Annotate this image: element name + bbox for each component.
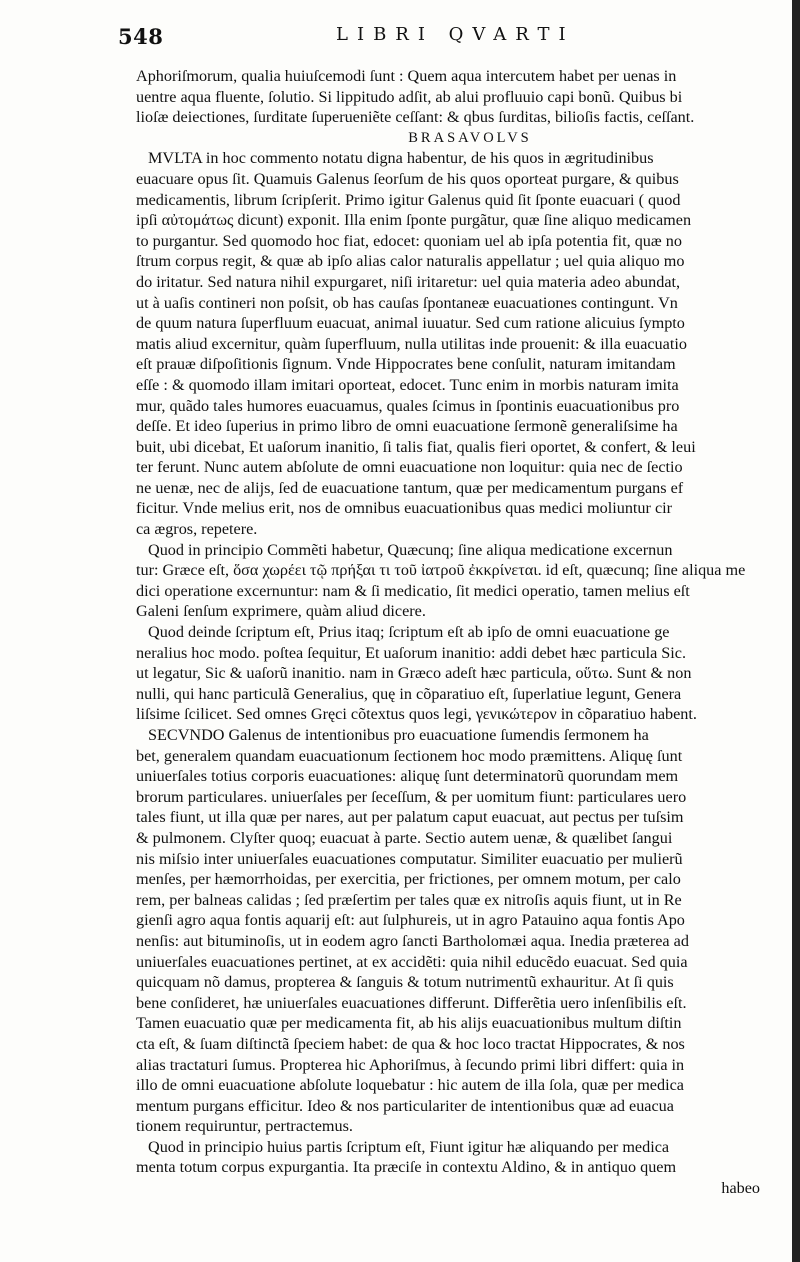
text-line: Galeni ſenſum exprimere, quàm aliud dicere. — [136, 602, 426, 621]
text-line: to purgantur. Sed quomodo hoc fiat, edocet: quoniam uel ab ipſa potentia fit, quæ no — [136, 231, 682, 250]
catchword: habeo — [721, 1179, 760, 1198]
text-line: uentre aqua fluente, ſolutio. Si lippitudo adſit, ab alui profluuio capi bonũ. Quibus bi — [136, 87, 683, 106]
text-line: eſſe : & quomodo illam imitari oporteat, edocet. Tunc enim in morbis naturam imita — [136, 375, 679, 394]
text-line: buit, ubi dicebat, Et uaſorum inanitio, ſi talis fiat, qualis fieri oportet, & confert, & leui — [136, 437, 696, 456]
text-line: euacuare opus ſit. Quamuis Galenus ſeorſum de his quos oporteat purgare, & quibus — [136, 169, 679, 188]
text-line: de quum natura ſuperfluum euacuat, animal iuuatur. Sed cum ratione alicuius ſympto — [136, 314, 685, 333]
text-line: alias tractaturi ſumus. Propterea hic Aphoriſmus, à ſecundo primi libri differt: quia in — [136, 1055, 685, 1074]
text-line: medicamentis, librum ſcripſerit. Primo igitur Galenus quid ſit ſponte euacuari ( quod — [136, 190, 681, 209]
text-line: ne uenæ, nec de alijs, ſed de euacuatione tantum, quæ per medicamentum purgans ef — [136, 478, 684, 497]
text-line: dici operatione excernuntur: nam & ſi medicatio, ſit medici operatio, tamen melius eſt — [136, 581, 690, 600]
text-line: Tamen euacuatio quæ per medicamenta fit, ab his alijs euacuationibus multum diſtin — [136, 1014, 682, 1033]
text-line: eſt prauæ diſpoſitionis ſignum. Vnde Hippocrates bene conſulit, naturam imitandam — [136, 355, 676, 374]
text-line: ficitur. Vnde melius erit, nos de omnibus euacuationibus quas medici moliuntur cir — [136, 499, 673, 518]
text-line: gienſi agro aqua fontis aquarij eſt: aut ſulphureis, ut in agro Patauino aqua fontis Apo — [136, 911, 685, 930]
text-line: ſtrum corpus regit, & quæ ab ipſo alias calor naturalis appellatur ; uel quia aliquo mo — [136, 252, 685, 271]
text-line: bene conſideret, hæ uniuerſales euacuationes differunt. Differẽtia uero inſenſibilis eſt. — [136, 993, 687, 1012]
page-number: 548 — [118, 24, 164, 49]
text-line: illo de omni euacuatione abſolute loquebatur : hic autem de illa ſola, quæ per medica — [136, 1076, 684, 1095]
page-edge-shadow — [792, 0, 800, 1262]
text-line: tales fiunt, ut illa quæ per nares, aut per palatum caput euacuat, aut pectus per tuſsim — [136, 808, 684, 827]
text-line: lioſæ deiectiones, ſurditate ſuperueniẽte ceſſant: & qbus ſurditas, bilioſis factis, ceſſant. — [136, 108, 695, 127]
text-line: uniuerſales totius corporis euacuationes: aliquę ſunt determinatorũ quorundam mem — [136, 767, 679, 786]
text-line: matis aliud excernitur, quàm ſuperfluum, nulla utilitas inde prouenit: & illa euacuatio — [136, 334, 687, 353]
text-line: deſſe. Et ideo ſuperius in primo libro de omni euacuatione ſermonẽ generaliſsime ha — [136, 417, 678, 436]
section-heading: BRASAVOLVS — [408, 129, 532, 146]
text-line: SECVNDO Galenus de intentionibus pro euacuatione ſumendis ſermonem ha — [148, 726, 649, 744]
text-line: Aphoriſmorum, qualia huiuſcemodi ſunt : Quem aqua intercutem habet per uenas in — [136, 67, 677, 85]
text-line: ter ferunt. Nunc autem abſolute de omni euacuatione non loquitur: quia nec de ſectio — [136, 458, 683, 477]
text-line: quicquam nõ damus, propterea & ſanguis & totum nutrimentũ exhauritur. At ſi quis — [136, 973, 674, 992]
text-line: brorum particulares. uniuerſales per ſeceſſum, & per uomitum fiunt: particulares uero — [136, 787, 687, 806]
text-line: ut à uaſis contineri non poſsit, ob has cauſas ſpontaneæ euacuationes contingunt. Vn — [136, 293, 678, 312]
running-head: LIBRI QVARTI — [336, 24, 575, 45]
body-text — [136, 66, 764, 1199]
text-line: nis miſsio inter uniuerſales euacuationes computatur. Similiter euacuatio per mulierũ — [136, 849, 683, 868]
text-line: MVLTA in hoc commento notatu digna habentur, de his quos in ægritudinibus — [148, 149, 654, 168]
text-line: Quod in principio huius partis ſcriptum eſt, Fiunt igitur hæ aliquando per medica — [148, 1137, 670, 1156]
text-line: mur, quãdo tales humores euacuamus, quales ſcimus in ſpontinis euacuationibus pro — [136, 396, 680, 415]
text-line: ut legatur, Sic & uaſorũ inanitio. nam in Græco adeſt hæc particula, οὕτω. Sunt & non — [136, 664, 692, 683]
text-line: cta eſt, & ſuam diſtinctã ſpeciem habet: de qua & hoc loco tractat Hippocrates, & nos — [136, 1034, 685, 1053]
text-line: neralius hoc modo. poſtea ſequitur, Et uaſorum inanitio: addi debet hæc particula Sic. — [136, 643, 687, 662]
text-line: nenſis: aut bituminoſis, ut in eodem agro ſancti Bartholomæi aqua. Inedia præterea ad — [136, 931, 689, 950]
text-line: ipſi αὐτομάτως dicunt) exponit. Illa enim ſponte purgãtur, quæ ſine aliquo medicamen — [136, 211, 692, 230]
text-line: do iritatur. Sed natura nihil expurgaret, niſi iritaretur: uel quia materia adeo abundat, — [136, 272, 681, 291]
text-line: & pulmonem. Clyſter quoq; euacuat à parte. Sectio autem uenæ, & quælibet ſangui — [136, 828, 673, 847]
text-line: mentum purgans efficitur. Ideo & nos particulariter de intentionibus quæ ad euacua — [136, 1096, 674, 1115]
text-line: menta totum corpus expurgantia. Ita præciſe in contextu Aldino, & in antiquo quem — [136, 1158, 677, 1177]
text-line: tionem requiruntur, pertractemus. — [136, 1117, 353, 1136]
text-line: tur: Græce eſt, ὅσα χωρέει τῷ πρήξαι τι τοῦ ἰατροῦ ἐκκρίνεται. id eſt, quæcunq; ſine aliqua me — [136, 561, 746, 580]
text-line: Quod in principio Commẽti habetur, Quæcunq; ſine aliqua medicatione excernun — [148, 540, 673, 559]
page-header — [118, 20, 758, 50]
text-line: Quod deinde ſcriptum eſt, Prius itaq; ſcriptum eſt ab ipſo de omni euacuatione ge — [148, 623, 670, 642]
text-line: bet, generalem quandam euacuationum ſectionem hoc modo præmittens. Aliquę ſunt — [136, 746, 683, 765]
text-line: ca ægros, repetere. — [136, 520, 258, 539]
text-line: liſsime ſcilicet. Sed omnes Gręci cõtextus quos legi, γενικώτερον in cõparatiuo habent. — [136, 705, 697, 724]
text-line: uniuerſales euacuationes pertinet, at ex accidẽti: quia nihil educẽdo euacuat. Sed quia — [136, 952, 688, 971]
text-line: rem, per balneas calidas ; ſed præſertim per tales quæ ex nitroſis aquis fiunt, ut in Re — [136, 890, 682, 909]
text-line: menſes, per hæmorrhoidas, per exercitia, per frictiones, per omnem motum, per calo — [136, 870, 681, 889]
text-line: nulli, qui hanc particulã Generalius, quę in cõparatiuo eſt, ſuperlatiue legunt, Genera — [136, 684, 682, 703]
